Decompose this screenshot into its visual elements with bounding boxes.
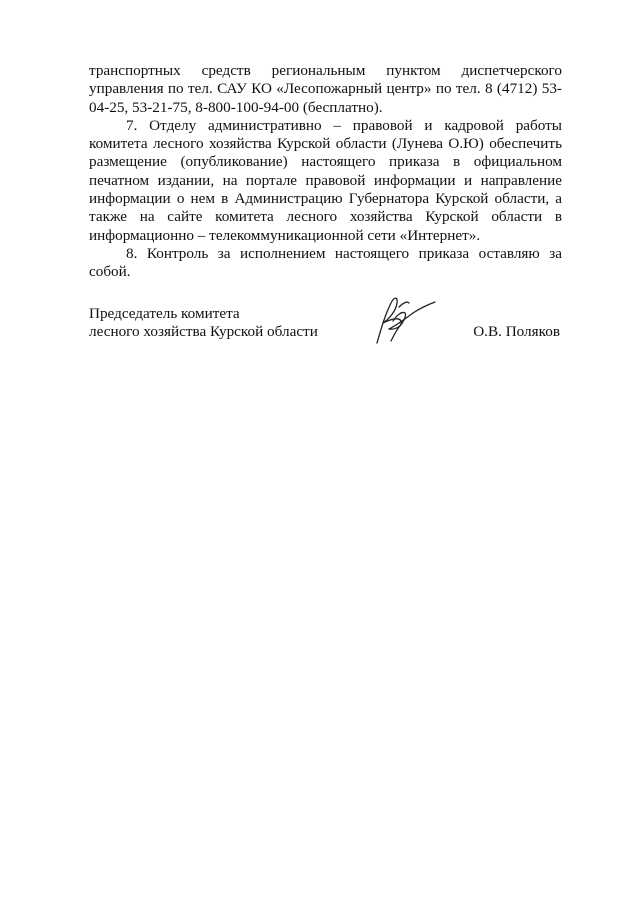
document-body — [89, 62, 562, 282]
paragraph-item-8: 8. Контроль за исполнением настоящего приказа оставляю за собой. — [89, 244, 562, 281]
signer-title-line-2: лесного хозяйства Курской области — [89, 323, 318, 341]
paragraph-item-7: 7. Отделу административно – правовой и кадровой работы комитета лесного хозяйства Курской области (Лунева О.Ю) обеспечить размещение (опубликование) настоящего приказа в официальном печатном издании, на портале правовой информации и направление информации о нем в Администрацию Губернатора Курской области, а также на сайте комитета лесного хозяйства Курской области в информационно – телекоммуникационной сети «Интернет». — [89, 116, 562, 244]
signer-title-line-1: Председатель комитета — [89, 305, 240, 322]
signer-title — [89, 305, 349, 342]
paragraph-continuation: транспортных средств региональным пунктом диспетчерского управления по тел. САУ КО «Лесопожарный центр» по тел. 8 (4712) 53-04-25, 53-21-75, 8-800-100-94-00 (бесплатно). — [89, 62, 562, 116]
signer-name: О.В. Поляков — [473, 323, 560, 340]
handwritten-signature-icon — [369, 293, 439, 345]
signature-block — [89, 305, 562, 365]
